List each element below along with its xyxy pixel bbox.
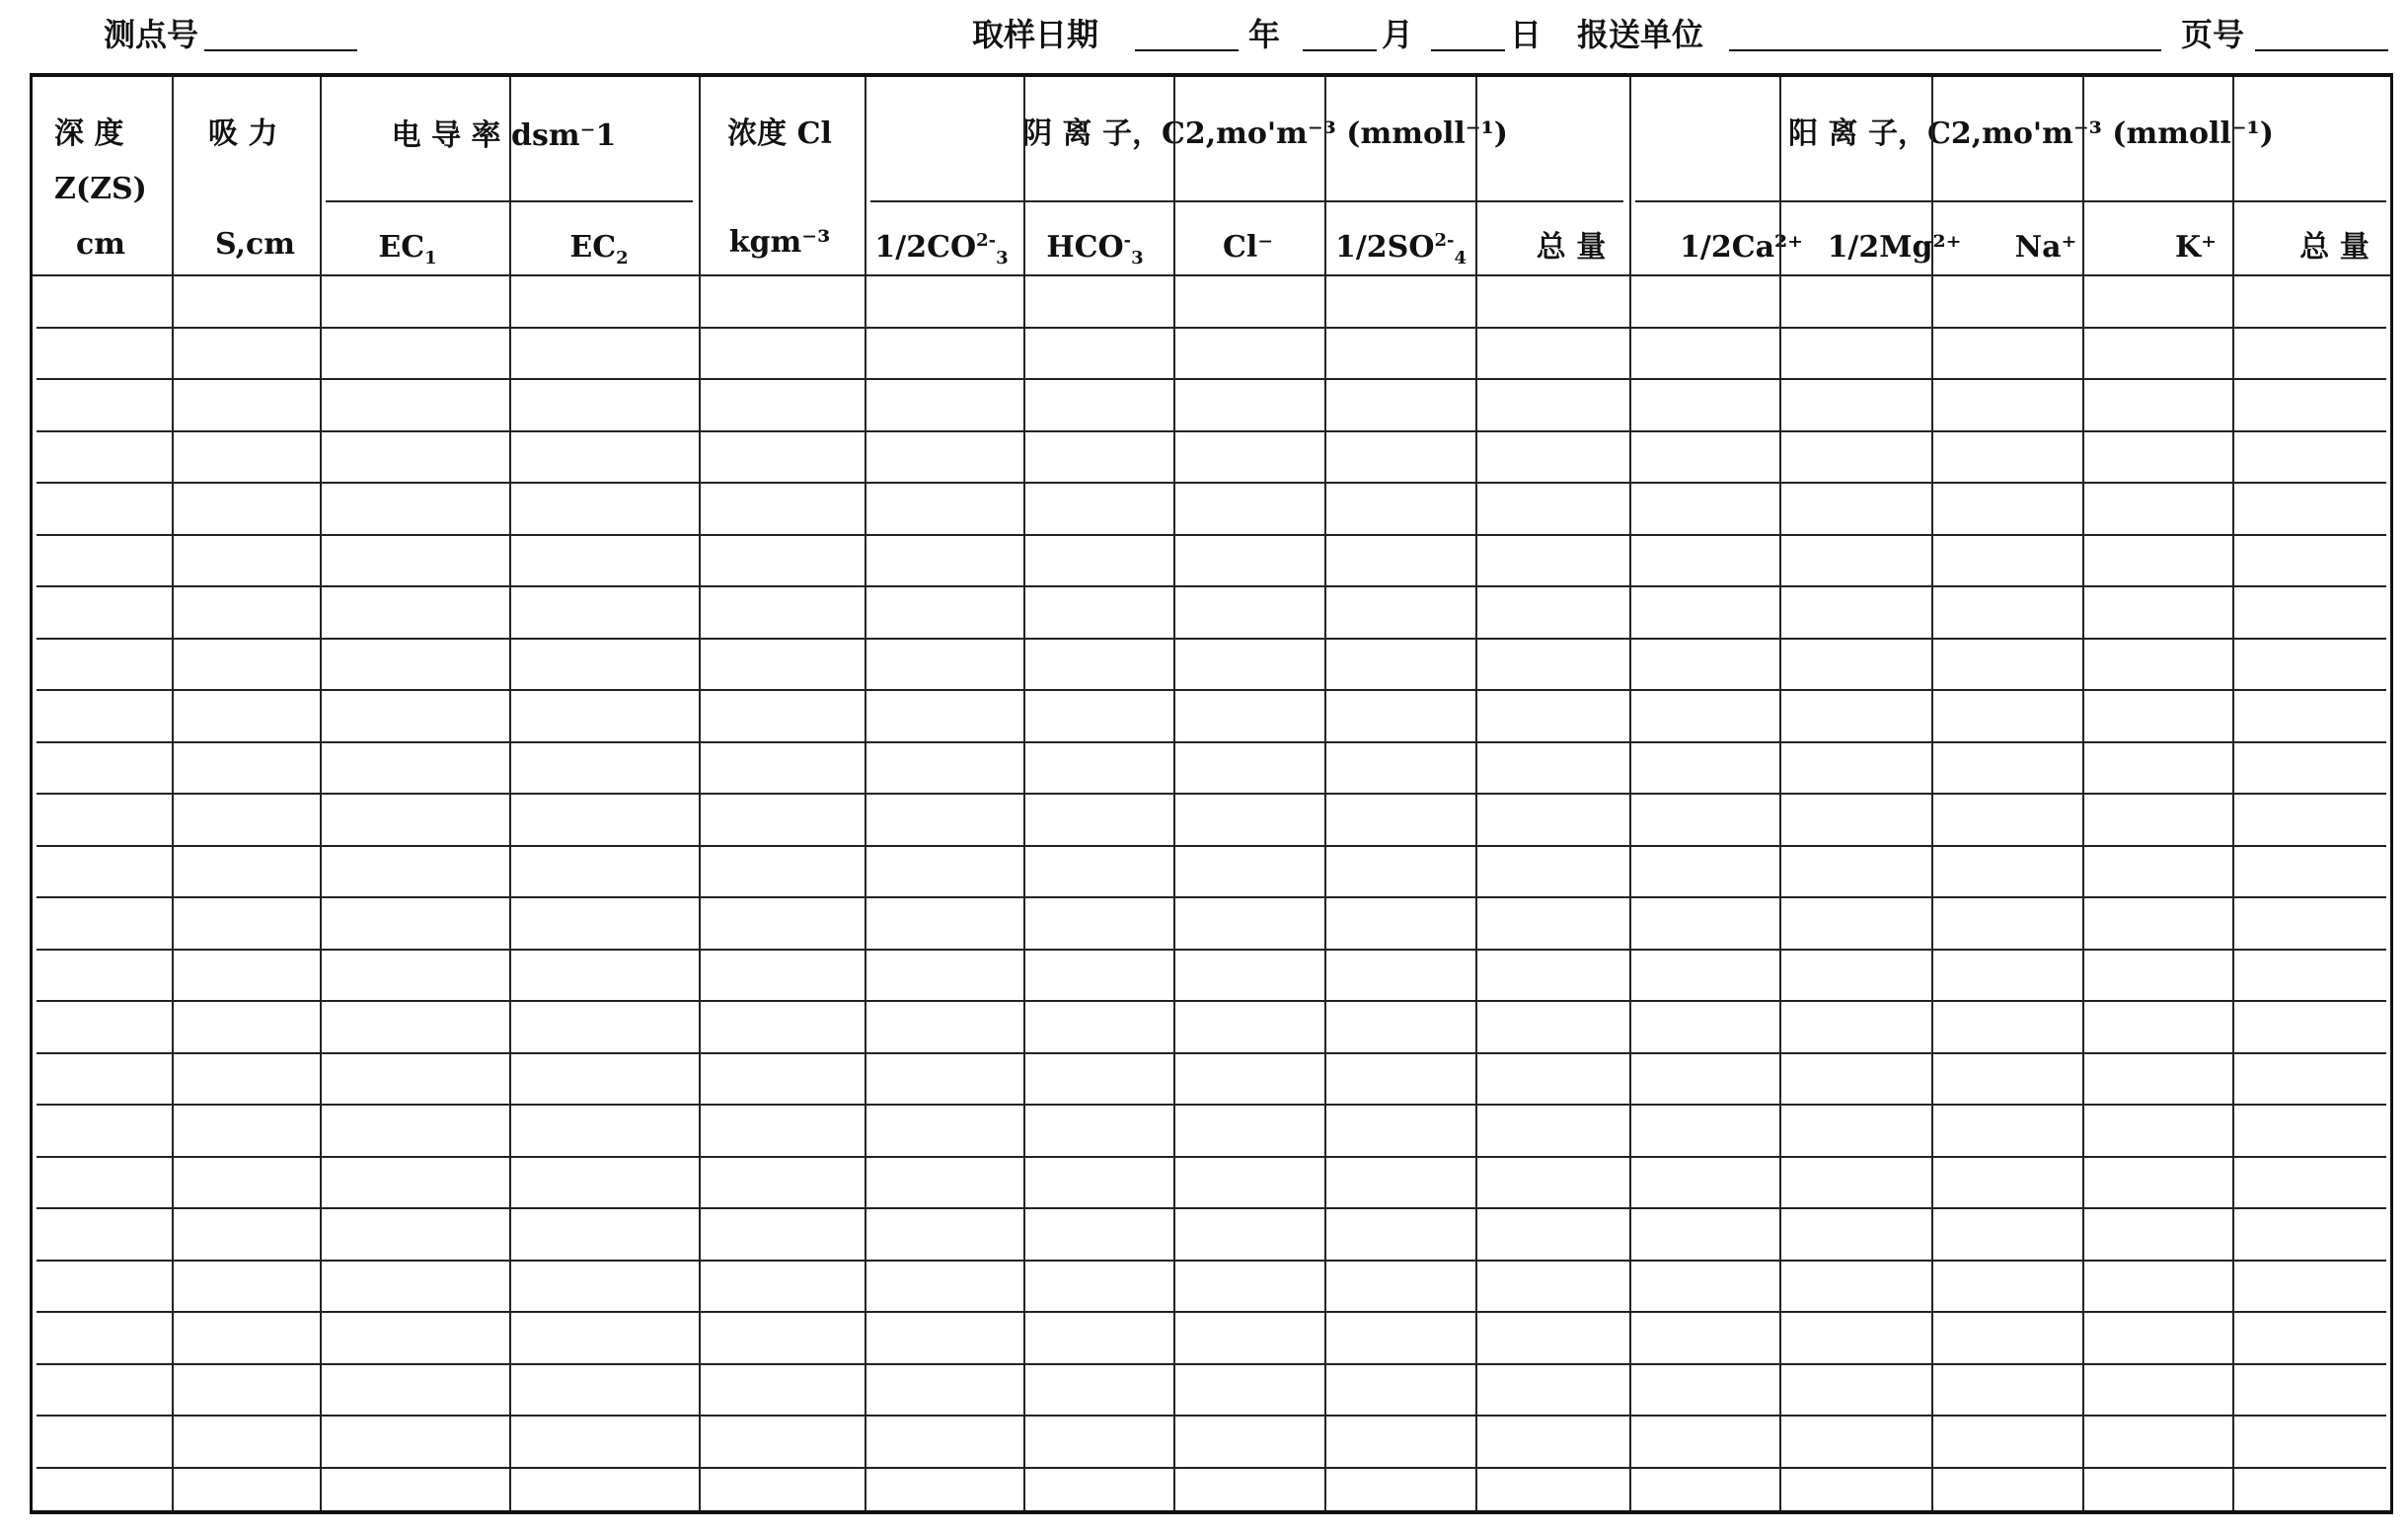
concentration-header-unit: kgm⁻³	[728, 225, 831, 260]
row-rule	[37, 1415, 2386, 1417]
cl-header: Cl⁻	[1222, 230, 1274, 265]
reporting-unit-field[interactable]	[1729, 49, 2161, 51]
station-number-field[interactable]	[204, 49, 357, 51]
row-rule	[37, 1104, 2386, 1106]
depth-header-line2: Z(ZS)	[54, 172, 147, 206]
page-number-field[interactable]	[2255, 49, 2388, 51]
row-rule	[37, 1000, 2386, 1002]
header-bottom-rule	[33, 274, 2390, 276]
anion-total-header: 总 量	[1536, 230, 1607, 265]
depth-header-unit: cm	[76, 227, 126, 262]
depth-header-line1: 深 度	[54, 116, 124, 151]
row-rule	[37, 741, 2386, 743]
row-rule	[37, 1363, 2386, 1365]
ec1-header: $EC_1$	[378, 230, 437, 268]
month-label: 月	[1382, 16, 1414, 53]
year-label: 年	[1248, 16, 1281, 53]
row-rule	[37, 896, 2386, 898]
suction-header-unit: S,cm	[215, 227, 296, 262]
ec2-header: $EC_2$	[569, 230, 629, 268]
row-rule	[37, 327, 2386, 329]
concentration-header: 浓度 Cl	[727, 116, 832, 151]
month-field[interactable]	[1303, 49, 1377, 51]
cations-header: 阳 离 子，C2,mo'm⁻³ (mmoll⁻¹)	[1788, 116, 2274, 151]
row-rule	[37, 534, 2386, 536]
k-header: K⁺	[2175, 230, 2217, 265]
co3-header: $1/2CO^{2-}_3$	[874, 230, 1009, 268]
row-rule	[37, 1311, 2386, 1313]
cations-subheader-rule	[1635, 200, 2386, 202]
conductivity-subheader-rule	[326, 200, 693, 202]
hco3-header: $HCO^-_3$	[1046, 230, 1144, 268]
row-rule	[37, 638, 2386, 640]
row-rule	[37, 1207, 2386, 1209]
row-rule	[37, 430, 2386, 432]
na-header: Na⁺	[2014, 230, 2077, 265]
day-field[interactable]	[1431, 49, 1505, 51]
conductivity-header: 电 导 率 dsm⁻1	[391, 118, 617, 153]
row-rule	[37, 689, 2386, 691]
ca-header: 1/2Ca²⁺	[1680, 230, 1803, 265]
page-number-label: 页号	[2181, 16, 2245, 53]
row-rule	[37, 845, 2386, 847]
suction-header: 吸 力	[208, 116, 278, 151]
row-rule	[37, 1260, 2386, 1262]
anions-header: 阴 离 子，C2,mo'm⁻³ (mmoll⁻¹)	[1022, 116, 1508, 151]
row-rule	[37, 1156, 2386, 1158]
row-rule	[37, 585, 2386, 587]
row-rule	[37, 378, 2386, 380]
reporting-unit-label: 报送单位	[1577, 16, 1704, 53]
row-rule	[37, 1052, 2386, 1054]
form-header	[0, 0, 2408, 69]
anions-subheader-rule	[870, 200, 1623, 202]
station-number-label: 测点号	[104, 16, 199, 53]
cation-total-header: 总 量	[2299, 230, 2370, 265]
sampling-date-label: 取样日期	[972, 16, 1099, 53]
mg-header: 1/2Mg²⁺	[1827, 230, 1962, 265]
year-field[interactable]	[1135, 49, 1239, 51]
so4-header: $1/2SO^{2-}_4$	[1334, 230, 1467, 268]
row-rule	[37, 949, 2386, 951]
row-rule	[37, 793, 2386, 795]
data-table	[30, 73, 2393, 1514]
row-rule	[37, 482, 2386, 484]
day-label: 日	[1510, 16, 1543, 53]
row-rule	[37, 1467, 2386, 1469]
